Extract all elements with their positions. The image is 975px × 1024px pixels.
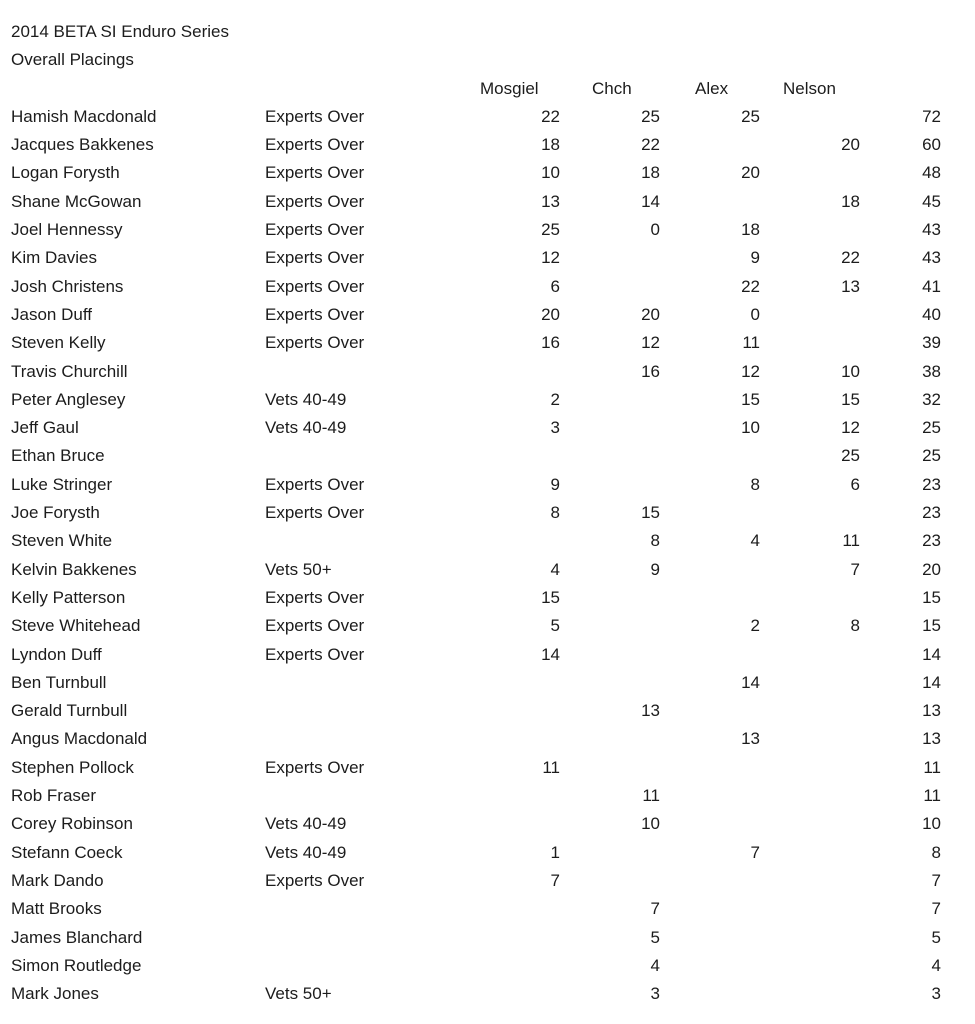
cell-name: Mark Dando xyxy=(11,870,104,890)
cell-alex xyxy=(677,867,777,895)
cell-mosgiel: 3 xyxy=(550,418,560,438)
cell-nelson: 25 xyxy=(841,446,860,466)
cell-mosgiel xyxy=(480,697,577,725)
cell-mosgiel: 20 xyxy=(541,304,560,324)
column-header-chch: Chch xyxy=(592,78,632,98)
cell-chch: 15 xyxy=(641,503,660,523)
cell-chch xyxy=(577,867,677,895)
cell-cls: Experts Over xyxy=(265,503,365,523)
cell-total: 15 xyxy=(922,616,941,636)
cell-chch: 4 xyxy=(650,955,660,975)
cell-mosgiel: 5 xyxy=(550,616,560,636)
table-row xyxy=(11,895,975,923)
cell-mosgiel xyxy=(480,527,577,555)
table-row xyxy=(11,471,975,499)
cell-cls: Vets 50+ xyxy=(265,559,332,579)
cell-total: 10 xyxy=(922,814,941,834)
table-row xyxy=(11,556,975,584)
cell-name: Steve Whitehead xyxy=(11,616,141,636)
cell-mosgiel xyxy=(480,782,577,810)
cell-mosgiel: 1 xyxy=(550,842,560,862)
cell-cls xyxy=(265,725,480,753)
cell-chch xyxy=(577,669,677,697)
cell-alex xyxy=(677,556,777,584)
cell-cls: Experts Over xyxy=(265,757,365,777)
cell-total: 5 xyxy=(931,927,941,947)
table-row xyxy=(11,329,975,357)
cell-total: 38 xyxy=(922,361,941,381)
cell-chch: 5 xyxy=(650,927,660,947)
cell-alex xyxy=(677,697,777,725)
table-row xyxy=(11,301,975,329)
cell-alex: 15 xyxy=(741,389,760,409)
header-total-blank xyxy=(877,75,958,103)
cell-total: 41 xyxy=(922,276,941,296)
results-table-body xyxy=(11,103,975,1009)
table-row xyxy=(11,924,975,952)
cell-name: Kelly Patterson xyxy=(11,587,126,607)
cell-alex: 9 xyxy=(750,248,760,268)
table-row xyxy=(11,980,975,1008)
cell-nelson: 18 xyxy=(841,191,860,211)
cell-total: 23 xyxy=(922,474,941,494)
cell-alex: 18 xyxy=(741,220,760,240)
cell-chch: 9 xyxy=(650,559,660,579)
cell-chch: 12 xyxy=(641,333,660,353)
cell-chch: 13 xyxy=(641,701,660,721)
cell-name: Ben Turnbull xyxy=(11,672,107,692)
cell-chch: 8 xyxy=(650,531,660,551)
cell-cls: Vets 50+ xyxy=(265,984,332,1004)
cell-mosgiel: 13 xyxy=(541,191,560,211)
cell-name: Stephen Pollock xyxy=(11,757,134,777)
cell-chch: 20 xyxy=(641,304,660,324)
table-row xyxy=(11,754,975,782)
cell-mosgiel xyxy=(480,810,577,838)
cell-cls xyxy=(265,895,480,923)
cell-mosgiel xyxy=(480,669,577,697)
cell-name: Hamish Macdonald xyxy=(11,106,157,126)
cell-cls: Vets 40-49 xyxy=(265,814,347,834)
table-row xyxy=(11,216,975,244)
cell-cls: Experts Over xyxy=(265,106,365,126)
cell-mosgiel: 25 xyxy=(541,220,560,240)
cell-total: 39 xyxy=(922,333,941,353)
cell-total: 11 xyxy=(923,786,941,806)
cell-name: Shane McGowan xyxy=(11,191,142,211)
cell-nelson: 11 xyxy=(842,531,860,551)
table-row xyxy=(11,952,975,980)
cell-name: Matt Brooks xyxy=(11,899,102,919)
cell-alex xyxy=(677,584,777,612)
cell-alex: 11 xyxy=(742,333,760,353)
cell-cls: Vets 40-49 xyxy=(265,418,347,438)
cell-cls: Experts Over xyxy=(265,333,365,353)
cell-cls xyxy=(265,952,480,980)
cell-mosgiel: 22 xyxy=(541,106,560,126)
cell-mosgiel: 15 xyxy=(541,587,560,607)
cell-mosgiel xyxy=(480,358,577,386)
cell-nelson xyxy=(777,952,877,980)
cell-chch xyxy=(577,273,677,301)
cell-name: Stefann Coeck xyxy=(11,842,123,862)
cell-nelson xyxy=(777,159,877,187)
cell-nelson: 15 xyxy=(841,389,860,409)
cell-total: 48 xyxy=(922,163,941,183)
cell-chch xyxy=(577,641,677,669)
cell-nelson: 6 xyxy=(850,474,860,494)
cell-nelson xyxy=(777,867,877,895)
cell-total: 32 xyxy=(922,389,941,409)
cell-chch: 25 xyxy=(641,106,660,126)
cell-nelson xyxy=(777,329,877,357)
cell-alex: 4 xyxy=(750,531,760,551)
cell-chch xyxy=(577,244,677,272)
cell-name: Simon Routledge xyxy=(11,955,142,975)
table-header-row xyxy=(11,75,975,103)
cell-cls: Experts Over xyxy=(265,163,365,183)
cell-mosgiel: 6 xyxy=(550,276,560,296)
table-row xyxy=(11,782,975,810)
cell-name: Joel Hennessy xyxy=(11,220,123,240)
cell-name: Rob Fraser xyxy=(11,786,97,806)
cell-mosgiel xyxy=(480,895,577,923)
cell-name: James Blanchard xyxy=(11,927,143,947)
table-row xyxy=(11,414,975,442)
cell-mosgiel: 9 xyxy=(550,474,560,494)
cell-chch xyxy=(577,612,677,640)
cell-nelson: 10 xyxy=(841,361,860,381)
table-row xyxy=(11,527,975,555)
cell-name: Luke Stringer xyxy=(11,474,113,494)
cell-alex xyxy=(677,895,777,923)
cell-total: 14 xyxy=(922,644,941,664)
table-row xyxy=(11,584,975,612)
cell-cls: Vets 40-49 xyxy=(265,389,347,409)
cell-chch: 16 xyxy=(641,361,660,381)
cell-chch: 14 xyxy=(641,191,660,211)
cell-mosgiel xyxy=(480,924,577,952)
cell-alex xyxy=(677,782,777,810)
cell-cls: Experts Over xyxy=(265,191,365,211)
cell-cls: Experts Over xyxy=(265,870,365,890)
cell-alex: 13 xyxy=(741,729,760,749)
table-row xyxy=(11,273,975,301)
cell-alex xyxy=(677,499,777,527)
cell-cls: Experts Over xyxy=(265,616,365,636)
cell-chch xyxy=(577,471,677,499)
cell-name: Steven Kelly xyxy=(11,333,106,353)
cell-alex: 22 xyxy=(741,276,760,296)
cell-cls: Vets 40-49 xyxy=(265,842,347,862)
cell-cls: Experts Over xyxy=(265,135,365,155)
cell-total: 7 xyxy=(931,899,941,919)
cell-cls xyxy=(265,527,480,555)
cell-alex: 12 xyxy=(741,361,760,381)
cell-alex: 0 xyxy=(750,304,760,324)
column-header-nelson: Nelson xyxy=(783,78,836,98)
cell-total: 11 xyxy=(923,757,941,777)
cell-cls: Experts Over xyxy=(265,474,365,494)
cell-chch xyxy=(577,442,677,470)
cell-nelson xyxy=(777,499,877,527)
cell-total: 25 xyxy=(922,446,941,466)
cell-total: 4 xyxy=(931,955,941,975)
table-row xyxy=(11,499,975,527)
cell-chch xyxy=(577,725,677,753)
table-row xyxy=(11,244,975,272)
cell-nelson xyxy=(777,980,877,1008)
table-row xyxy=(11,386,975,414)
cell-total: 7 xyxy=(931,870,941,890)
cell-total: 23 xyxy=(922,531,941,551)
cell-chch xyxy=(577,386,677,414)
cell-alex xyxy=(677,810,777,838)
cell-total: 3 xyxy=(931,984,941,1004)
cell-name: Ethan Bruce xyxy=(11,446,105,466)
cell-name: Lyndon Duff xyxy=(11,644,102,664)
cell-name: Angus Macdonald xyxy=(11,729,148,749)
cell-mosgiel xyxy=(480,725,577,753)
cell-cls xyxy=(265,669,480,697)
cell-nelson xyxy=(777,584,877,612)
table-row xyxy=(11,810,975,838)
cell-total: 13 xyxy=(922,701,941,721)
cell-total: 72 xyxy=(922,106,941,126)
cell-mosgiel: 14 xyxy=(541,644,560,664)
cell-nelson xyxy=(777,754,877,782)
cell-mosgiel xyxy=(480,442,577,470)
cell-mosgiel: 16 xyxy=(541,333,560,353)
table-row xyxy=(11,442,975,470)
cell-alex xyxy=(677,442,777,470)
cell-name: Travis Churchill xyxy=(11,361,128,381)
column-header-mosgiel: Mosgiel xyxy=(480,78,539,98)
header-class-blank xyxy=(265,75,480,103)
cell-total: 60 xyxy=(922,135,941,155)
page-subtitle: Overall Placings xyxy=(11,50,134,70)
cell-nelson xyxy=(777,924,877,952)
table-row xyxy=(11,612,975,640)
cell-mosgiel xyxy=(480,980,577,1008)
cell-nelson: 8 xyxy=(850,616,860,636)
cell-cls: Experts Over xyxy=(265,304,365,324)
cell-chch xyxy=(577,584,677,612)
cell-nelson: 22 xyxy=(841,248,860,268)
cell-nelson xyxy=(777,669,877,697)
cell-alex xyxy=(677,754,777,782)
cell-chch: 11 xyxy=(642,786,660,806)
cell-mosgiel: 10 xyxy=(541,163,560,183)
cell-mosgiel: 12 xyxy=(541,248,560,268)
cell-nelson: 13 xyxy=(841,276,860,296)
cell-nelson xyxy=(777,697,877,725)
table-row xyxy=(11,839,975,867)
cell-chch: 7 xyxy=(650,899,660,919)
cell-name: Jacques Bakkenes xyxy=(11,135,154,155)
cell-cls xyxy=(265,782,480,810)
cell-total: 13 xyxy=(922,729,941,749)
cell-nelson xyxy=(777,810,877,838)
table-row xyxy=(11,131,975,159)
cell-nelson xyxy=(777,641,877,669)
cell-total: 43 xyxy=(922,220,941,240)
cell-nelson xyxy=(777,782,877,810)
cell-total: 43 xyxy=(922,248,941,268)
cell-nelson xyxy=(777,103,877,131)
table-row xyxy=(11,867,975,895)
cell-alex xyxy=(677,188,777,216)
cell-mosgiel: 11 xyxy=(542,757,560,777)
table-row xyxy=(11,641,975,669)
cell-nelson: 7 xyxy=(850,559,860,579)
page-title: 2014 BETA SI Enduro Series xyxy=(11,22,229,41)
column-header-alex: Alex xyxy=(695,78,729,98)
cell-nelson xyxy=(777,216,877,244)
cell-name: Logan Forysth xyxy=(11,163,120,183)
cell-total: 40 xyxy=(922,304,941,324)
cell-chch xyxy=(577,839,677,867)
cell-total: 23 xyxy=(922,503,941,523)
cell-mosgiel: 18 xyxy=(541,135,560,155)
cell-alex: 7 xyxy=(750,842,760,862)
cell-alex: 10 xyxy=(741,418,760,438)
cell-chch xyxy=(577,414,677,442)
header-name-blank xyxy=(11,75,265,103)
table-row xyxy=(11,159,975,187)
cell-name: Corey Robinson xyxy=(11,814,133,834)
cell-name: Jeff Gaul xyxy=(11,418,79,438)
cell-mosgiel xyxy=(480,952,577,980)
cell-name: Kelvin Bakkenes xyxy=(11,559,137,579)
cell-nelson xyxy=(777,301,877,329)
cell-mosgiel: 8 xyxy=(550,503,560,523)
cell-total: 8 xyxy=(931,842,941,862)
cell-total: 45 xyxy=(922,191,941,211)
table-row xyxy=(11,669,975,697)
cell-cls: Experts Over xyxy=(265,248,365,268)
cell-chch: 0 xyxy=(650,220,660,240)
cell-chch: 22 xyxy=(641,135,660,155)
cell-mosgiel: 2 xyxy=(550,389,560,409)
cell-total: 20 xyxy=(922,559,941,579)
cell-cls: Experts Over xyxy=(265,220,365,240)
table-row xyxy=(11,103,975,131)
cell-name: Steven White xyxy=(11,531,113,551)
table-row xyxy=(11,725,975,753)
table-row xyxy=(11,358,975,386)
cell-mosgiel: 7 xyxy=(550,870,560,890)
cell-alex: 8 xyxy=(750,474,760,494)
cell-alex xyxy=(677,952,777,980)
cell-chch: 3 xyxy=(650,984,660,1004)
cell-alex: 2 xyxy=(750,616,760,636)
cell-cls xyxy=(265,697,480,725)
cell-chch: 10 xyxy=(641,814,660,834)
cell-nelson xyxy=(777,895,877,923)
cell-nelson: 20 xyxy=(841,135,860,155)
cell-total: 15 xyxy=(922,587,941,607)
cell-name: Peter Anglesey xyxy=(11,389,126,409)
cell-name: Mark Jones xyxy=(11,984,99,1004)
cell-cls xyxy=(265,442,480,470)
cell-alex xyxy=(677,641,777,669)
cell-name: Gerald Turnbull xyxy=(11,701,128,721)
cell-alex: 25 xyxy=(741,106,760,126)
cell-name: Jason Duff xyxy=(11,304,92,324)
cell-nelson xyxy=(777,839,877,867)
cell-total: 25 xyxy=(922,418,941,438)
cell-alex xyxy=(677,924,777,952)
cell-nelson xyxy=(777,725,877,753)
cell-chch: 18 xyxy=(641,163,660,183)
cell-name: Josh Christens xyxy=(11,276,124,296)
cell-nelson: 12 xyxy=(841,418,860,438)
cell-cls xyxy=(265,358,480,386)
cell-alex xyxy=(677,980,777,1008)
cell-name: Joe Forysth xyxy=(11,503,100,523)
table-row xyxy=(11,697,975,725)
table-row xyxy=(11,188,975,216)
cell-name: Kim Davies xyxy=(11,248,97,268)
cell-total: 14 xyxy=(922,672,941,692)
cell-cls: Experts Over xyxy=(265,644,365,664)
cell-alex: 14 xyxy=(741,672,760,692)
cell-chch xyxy=(577,754,677,782)
cell-alex xyxy=(677,131,777,159)
cell-cls xyxy=(265,924,480,952)
cell-cls: Experts Over xyxy=(265,276,365,296)
cell-mosgiel: 4 xyxy=(550,559,560,579)
cell-alex: 20 xyxy=(741,163,760,183)
cell-cls: Experts Over xyxy=(265,587,365,607)
